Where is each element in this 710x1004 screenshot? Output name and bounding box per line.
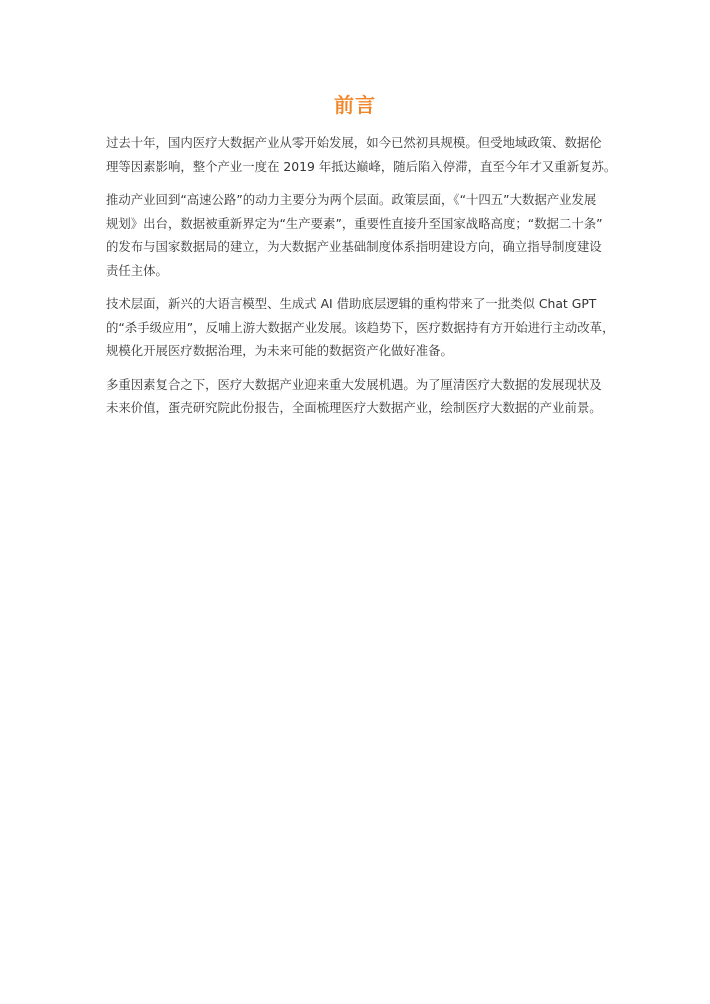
page-title: 前言 — [334, 93, 376, 117]
paragraph-3 — [106, 292, 615, 363]
paragraph-4 — [106, 373, 606, 420]
paragraph-line: 的“杀手级应用”，反哺上游大数据产业发展。该趋势下，医疗数据持有方开始进行主动改革， — [106, 319, 615, 335]
paragraph-line: 推动产业回到“高速公路”的动力主要分为两个层面。政策层面，《“十四五”大数据产业发展 — [106, 192, 597, 207]
paragraph-line: 规划》出台，数据被重新界定为“生产要素”，重要性直接升至国家战略高度；“数据二十条” — [106, 215, 603, 231]
paragraph-line: 规模化开展医疗数据治理，为未来可能的数据资产化做好准备。 — [106, 343, 453, 358]
paragraph-line: 理等因素影响，整个产业一度在 2019 年抵达巅峰，随后陷入停滞，直至今年才又重新复苏。 — [106, 158, 617, 174]
paragraph-line: 的发布与国家数据局的建立，为大数据产业基础制度体系指明建设方向，确立指导制度建设 — [106, 239, 602, 254]
paragraph-line: 多重因素复合之下，医疗大数据产业迎来重大发展机遇。为了厘清医疗大数据的发展现状及 — [106, 376, 602, 392]
paragraph-2 — [106, 188, 606, 282]
paragraph-line: 未来价值，蛋壳研究院此份报告，全面梳理医疗大数据产业，绘制医疗大数据的产业前景。 — [106, 400, 602, 415]
paragraph-line: 技术层面，新兴的大语言模型、生成式 AI 借助底层逻辑的重构带来了一批类似 Chat GPT — [106, 296, 597, 311]
paragraph-1 — [106, 131, 617, 178]
paragraph-line: 责任主体。 — [106, 262, 168, 278]
paragraph-line: 过去十年，国内医疗大数据产业从零开始发展，如今已然初具规模。但受地域政策、数据伦 — [106, 135, 602, 150]
body-content — [106, 131, 617, 430]
